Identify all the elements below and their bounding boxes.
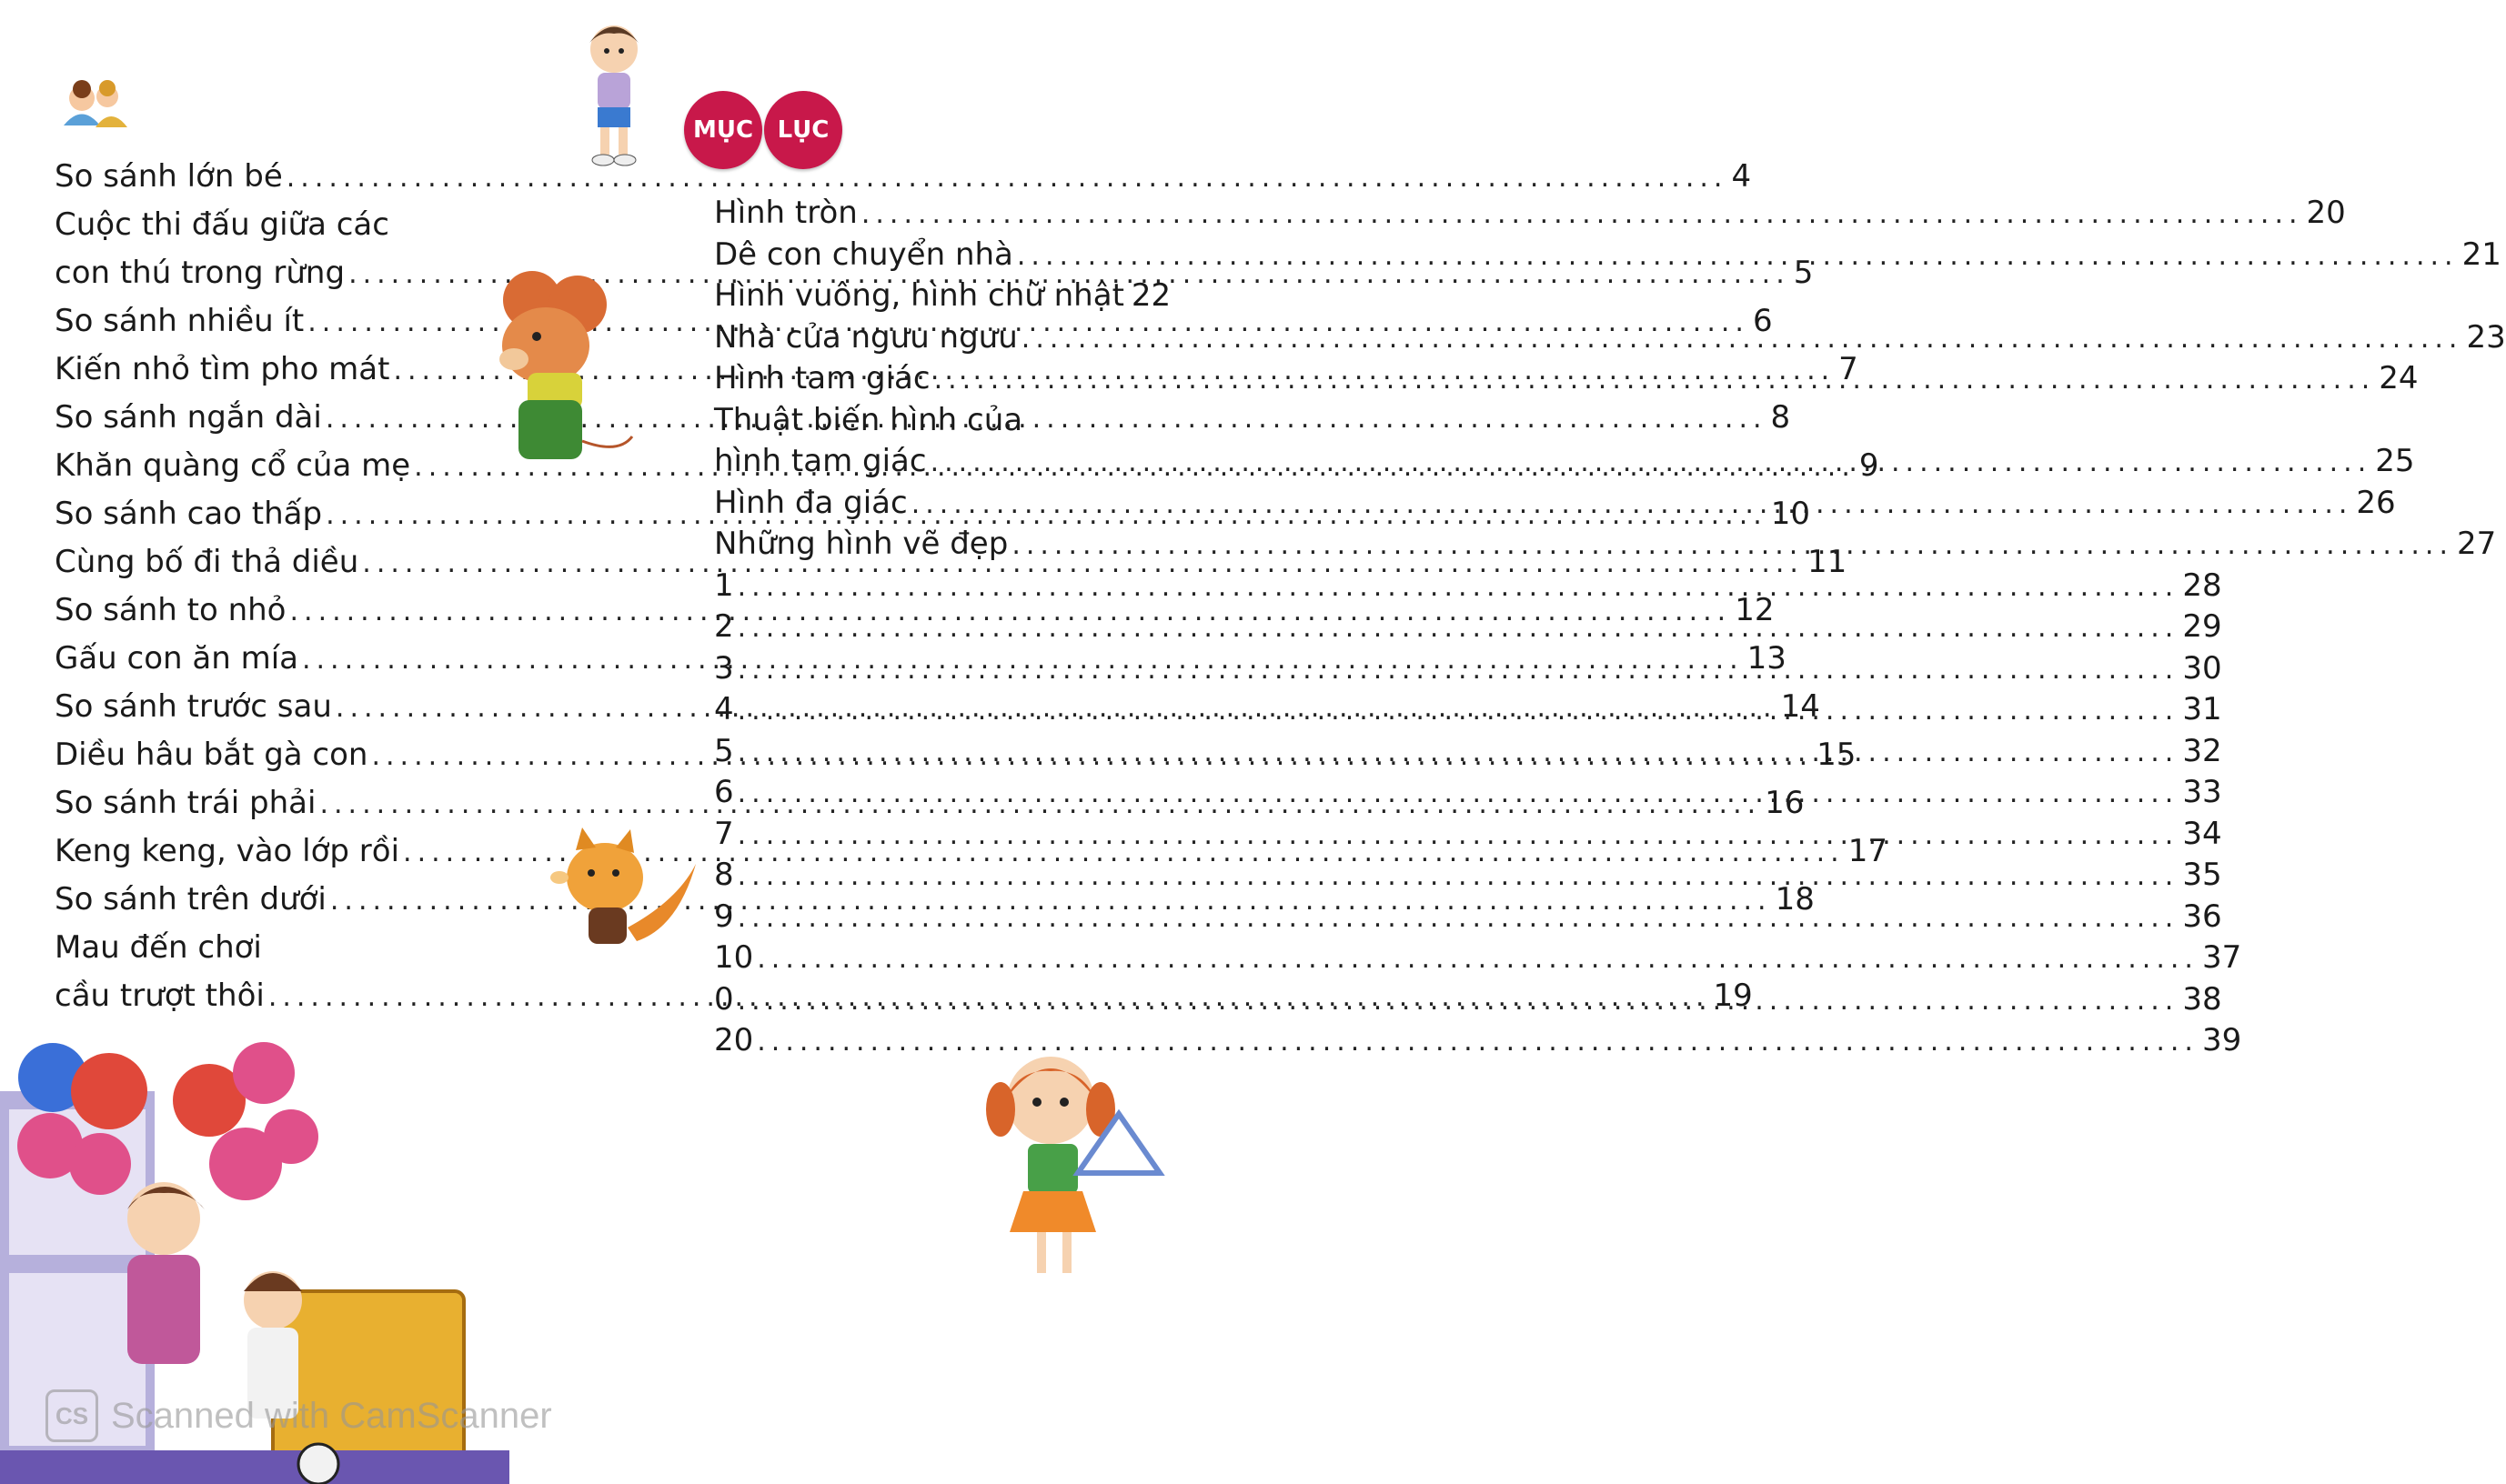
toc-entry-title: 9 — [714, 897, 734, 935]
toc-entry[interactable] — [714, 358, 2419, 400]
toc-entry-title: 0 — [714, 980, 734, 1018]
toc-entry-page: 35 — [2182, 857, 2222, 893]
toc-entry-page: 5 — [1793, 255, 1814, 291]
toc-entry-title: So sánh lớn bé — [55, 158, 283, 195]
toc-entry-page: 8 — [1770, 399, 1791, 436]
toc-entry-title: Nhà của ngưu ngưu — [714, 318, 1018, 356]
toc-leader-dots — [738, 815, 2179, 857]
toc-entry-page: 11 — [1807, 544, 1847, 580]
toc-entry-title: 2 — [714, 608, 734, 645]
toc-entry-page: 15 — [1817, 737, 1857, 773]
toc-entry-page: 22 — [1131, 277, 1172, 314]
toc-entry-title: So sánh to nhỏ — [55, 592, 287, 628]
toc-entry-page: 26 — [2356, 484, 2396, 521]
toc-entry[interactable] — [714, 441, 2415, 483]
toc-leader-dots — [738, 897, 2179, 939]
toc-entry-page: 21 — [2461, 236, 2501, 273]
toc-entry[interactable] — [55, 827, 1887, 876]
toc-entry-title: 20 — [714, 1022, 754, 1058]
toc-leader-dots — [738, 567, 2179, 608]
toc-entry-page: 20 — [2306, 195, 2346, 231]
girl-with-triangle-illustration — [982, 1037, 1164, 1309]
toc-entry-page: 6 — [1752, 303, 1773, 339]
toc-entry-title: Khăn quàng cổ của mẹ — [55, 447, 411, 484]
toc-entry-title: Mau đến chơi — [55, 929, 262, 966]
toc-entry-title: Những hình vẽ đẹp — [714, 526, 1009, 562]
toc-leader-dots — [861, 194, 2303, 236]
toc-entry-title: con thú trong rừng — [55, 255, 346, 291]
toc-entry-title: cầu trượt thôi — [55, 978, 265, 1014]
toc-entry-page: 23 — [2466, 318, 2506, 356]
toc-leader-dots — [1011, 525, 2453, 567]
toc-entry-page: 36 — [2182, 897, 2222, 935]
toc-entry[interactable] — [714, 400, 1164, 442]
toc-leader-dots — [738, 773, 2179, 815]
toc-entry[interactable] — [714, 855, 2222, 897]
toc-entry-title: 7 — [714, 815, 734, 852]
toc-leader-dots — [1017, 236, 2459, 277]
toc-entry-page: 34 — [2182, 815, 2222, 852]
toc-leader-dots — [738, 607, 2179, 649]
toc-entry-title: Dê con chuyển nhà — [714, 236, 1013, 273]
camscanner-watermark — [45, 1389, 552, 1442]
toc-entry-title: Hình tam giác — [714, 360, 931, 396]
toc-leader-dots — [738, 980, 2179, 1022]
toc-entry[interactable] — [55, 924, 500, 972]
toc-entry[interactable] — [55, 731, 1857, 779]
toc-entry-title: Gấu con ăn mía — [55, 640, 298, 677]
toc-entry-page: 9 — [1858, 447, 1879, 484]
toc-entry[interactable] — [714, 566, 2222, 607]
toc-entry-page: 39 — [2201, 1022, 2242, 1058]
toc-entry-page: 30 — [2182, 649, 2222, 687]
toc-entry-page: 14 — [1780, 688, 1820, 725]
toc-entry[interactable] — [55, 683, 1820, 731]
toc-entry-page: 16 — [1765, 785, 1805, 821]
toc-leader-dots — [738, 732, 2179, 774]
toc-entry[interactable] — [55, 779, 1805, 827]
watermark-text: Scanned with CamScanner — [111, 1395, 552, 1436]
toc-entry[interactable] — [55, 587, 1775, 635]
toc-entry[interactable] — [55, 635, 1786, 683]
toc-leader-dots — [1022, 318, 2463, 360]
toc-leader-dots — [738, 690, 2179, 732]
toc-entry[interactable] — [714, 317, 2506, 359]
toc-entry[interactable] — [55, 876, 1815, 924]
toc-entry-title: 4 — [714, 691, 734, 727]
toc-leader-dots — [757, 938, 2199, 980]
toc-entry-title: Hình vuông, hình chữ nhật — [714, 277, 1124, 314]
toc-leader-dots — [934, 359, 2376, 401]
toc-entry-title: So sánh cao thấp — [55, 496, 323, 532]
toc-entry-page: 19 — [1713, 978, 1753, 1014]
toc-entry-title: So sánh ngắn dài — [55, 399, 322, 436]
toc-entry-title: So sánh trái phải — [55, 785, 317, 821]
toc-entry[interactable] — [714, 276, 1172, 317]
toc-entry-title: 1 — [714, 567, 734, 604]
toc-entry-page: 25 — [2375, 443, 2415, 479]
fairy-children-illustration — [55, 71, 136, 135]
toc-entry-page: 38 — [2182, 980, 2222, 1018]
heading-badge-1: MỤC — [684, 91, 762, 169]
toc-entry-title: Hình đa giác — [714, 484, 908, 521]
toc-entry-title: Cuộc thi đấu giữa các — [55, 206, 389, 243]
toc-entry-title: Hình tròn — [714, 195, 858, 231]
toc-entry-page: 4 — [1731, 158, 1752, 195]
toc-entry-title: Keng keng, vào lớp rồi — [55, 833, 400, 869]
toc-entry-title: hình tam giác — [714, 443, 927, 479]
toc-entry[interactable] — [55, 972, 1753, 1020]
toc-entry-page: 29 — [2182, 608, 2222, 645]
mouse-illustration — [491, 264, 646, 482]
toc-entry[interactable] — [714, 938, 2242, 979]
toc-entry-title: Kiến nhỏ tìm pho mát — [55, 351, 390, 387]
toc-entry-page: 32 — [2182, 732, 2222, 769]
toc-entry-page: 17 — [1847, 833, 1887, 869]
toc-entry-page: 27 — [2457, 526, 2497, 562]
toc-entry-page: 18 — [1775, 881, 1815, 917]
toc-entry-title: So sánh trên dưới — [55, 881, 327, 917]
toc-entry-title: Cùng bố đi thả diều — [55, 544, 359, 580]
heading-badge-2: LỤC — [764, 91, 842, 169]
toc-entry-page: 24 — [2379, 360, 2419, 396]
toc-leader-dots — [738, 856, 2179, 897]
toc-leader-dots — [931, 442, 2372, 484]
toc-entry-title: 5 — [714, 732, 734, 769]
toc-entry-page: 7 — [1838, 351, 1858, 387]
toc-entry-title: Thuật biến hình của — [714, 401, 1023, 438]
toc-leader-dots — [738, 649, 2179, 691]
toc-entry[interactable] — [55, 153, 1752, 201]
toc-entry[interactable] — [55, 201, 500, 249]
toc-entry-page: 33 — [2182, 774, 2222, 810]
toc-entry-page: 28 — [2182, 567, 2222, 604]
toc-entry-page: 37 — [2201, 939, 2242, 976]
toc-entry-title: 8 — [714, 857, 734, 893]
toc-entry-page: 10 — [1770, 496, 1811, 532]
toc-entry-page: 13 — [1746, 640, 1786, 677]
toc-entry[interactable] — [714, 235, 2501, 276]
toc-entry-page: 31 — [2182, 691, 2222, 727]
fox-illustration — [550, 827, 705, 964]
toc-entry-title: 6 — [714, 774, 734, 810]
toc-entry-title: 10 — [714, 939, 754, 976]
toc-entry-page: 12 — [1735, 592, 1775, 628]
boy-illustration — [573, 11, 655, 175]
toc-entry-title: 3 — [714, 649, 734, 687]
toc-entry-title: Diều hâu bắt gà con — [55, 737, 368, 773]
toc-entry-title: So sánh trước sau — [55, 688, 332, 725]
toc-entry-title: So sánh nhiều ít — [55, 303, 305, 339]
toc-leader-dots — [757, 1021, 2199, 1063]
toc-entry[interactable] — [714, 193, 2346, 235]
camscanner-logo-icon: CS — [45, 1389, 98, 1442]
toc-leader-dots — [911, 484, 2353, 526]
